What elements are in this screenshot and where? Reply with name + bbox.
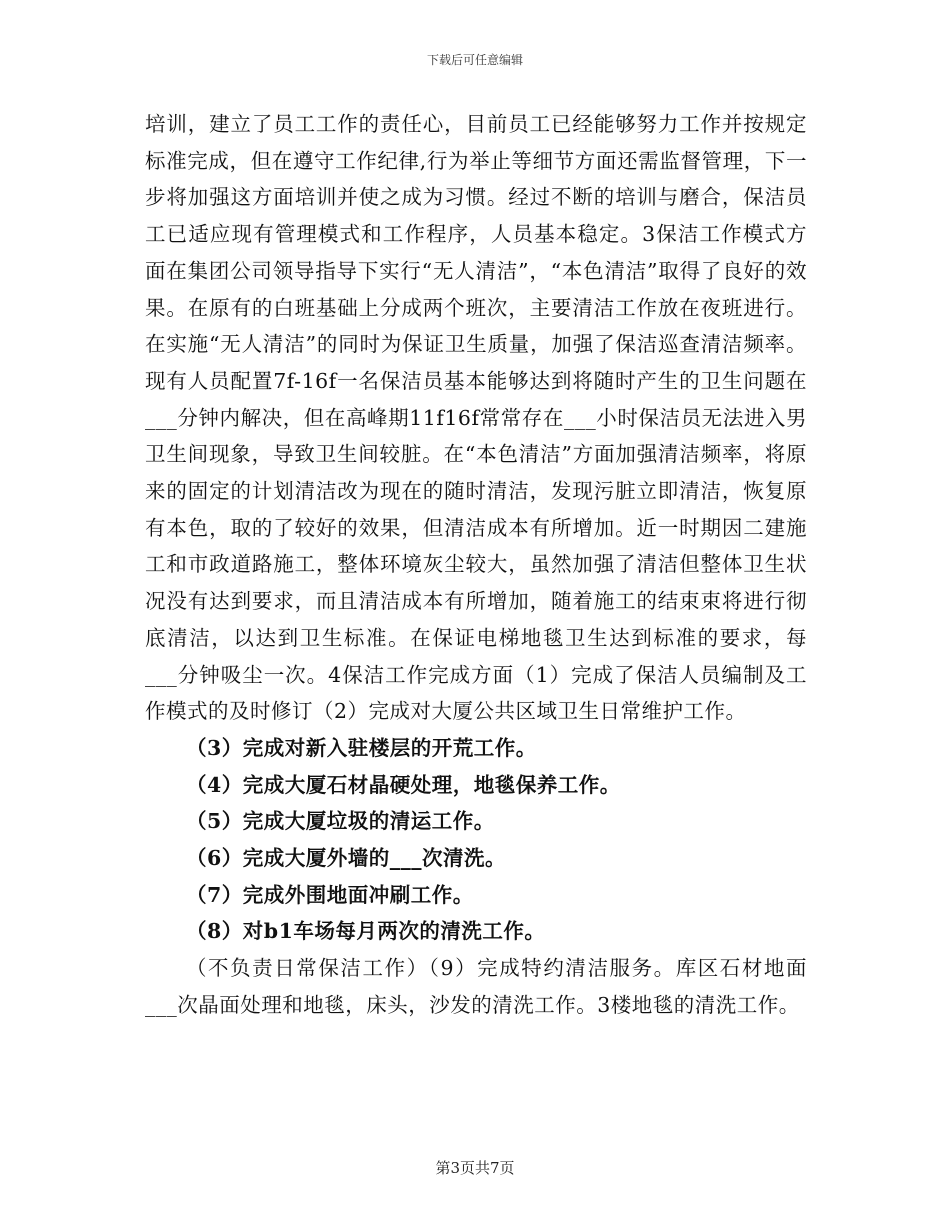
list-item-6: （6）完成大厦外墙的___次清洗。 [186,846,507,871]
body-paragraph-1: 培训，建立了员工工作的责任心，目前员工已经能够努力工作并按规定标准完成，但在遵守工作纪律,行为举止等细节方面还需监督管理，下一步将加强这方面培训并使之成为习惯。经过不断的培训与磨合，保洁员工已适应现有管理模式和工作程序，人员基本稳定。3保洁工作模式方面在集团公司领导指导下实行“无人清洁”，“本色清洁”取得了良好的效果。在原有的白班基础上分成两个班次，主要清洁工作放在夜班进行。在实施“无人清洁”的同时为保证卫生质量，加强了保洁巡查清洁频率。现有人员配置7f-16f一名保洁员基本能够达到将随时产生的卫生问题在___分钟内解决，但在高峰期11f16f常常存在___小时保洁员无法进入男卫生间现象，导致卫生间较脏。在“本色清洁”方面加强清洁频率，将原来的固定的计划清洁改为现在的随时清洁，发现污脏立即清洁，恢复原有本色，取的了较好的效果，但清洁成本有所增加。近一时期因二建施工和市政道路施工，整体环境灰尘较大，虽然加强了清洁但整体卫生状况没有达到要求，而且清洁成本有所增加，随着施工的结束束将进行彻底清洁，以达到卫生标准。在保证电梯地毯卫生达到标准的要求，每___分钟吸尘一次。4保洁工作完成方面（1）完成了保洁人员编制及工作模式的及时修订（2）完成对大厦公共区域卫生日常维护工作。 [145,112,807,724]
document-body [145,106,807,1024]
list-item-8: （8）对b1车场每月两次的清洗工作。 [186,919,546,944]
list-item-7: （7）完成外围地面冲刷工作。 [186,882,474,907]
list-item-4: （4）完成大厦石材晶硬处理，地毯保养工作。 [186,772,621,797]
body-paragraph-2: （不负责日常保洁工作）（9）完成特约清洁服务。库区石材地面___次晶面处理和地毯，床头，沙发的清洗工作。3楼地毯的清洗工作。 [145,956,807,1017]
list-item-3: （3）完成对新入驻楼层的开荒工作。 [186,735,537,760]
list-item-5: （5）完成大厦垃圾的清运工作。 [186,809,495,834]
page-header: 下载后可任意编辑 [426,53,523,67]
page-footer: 第3页共7页 [435,1159,515,1177]
